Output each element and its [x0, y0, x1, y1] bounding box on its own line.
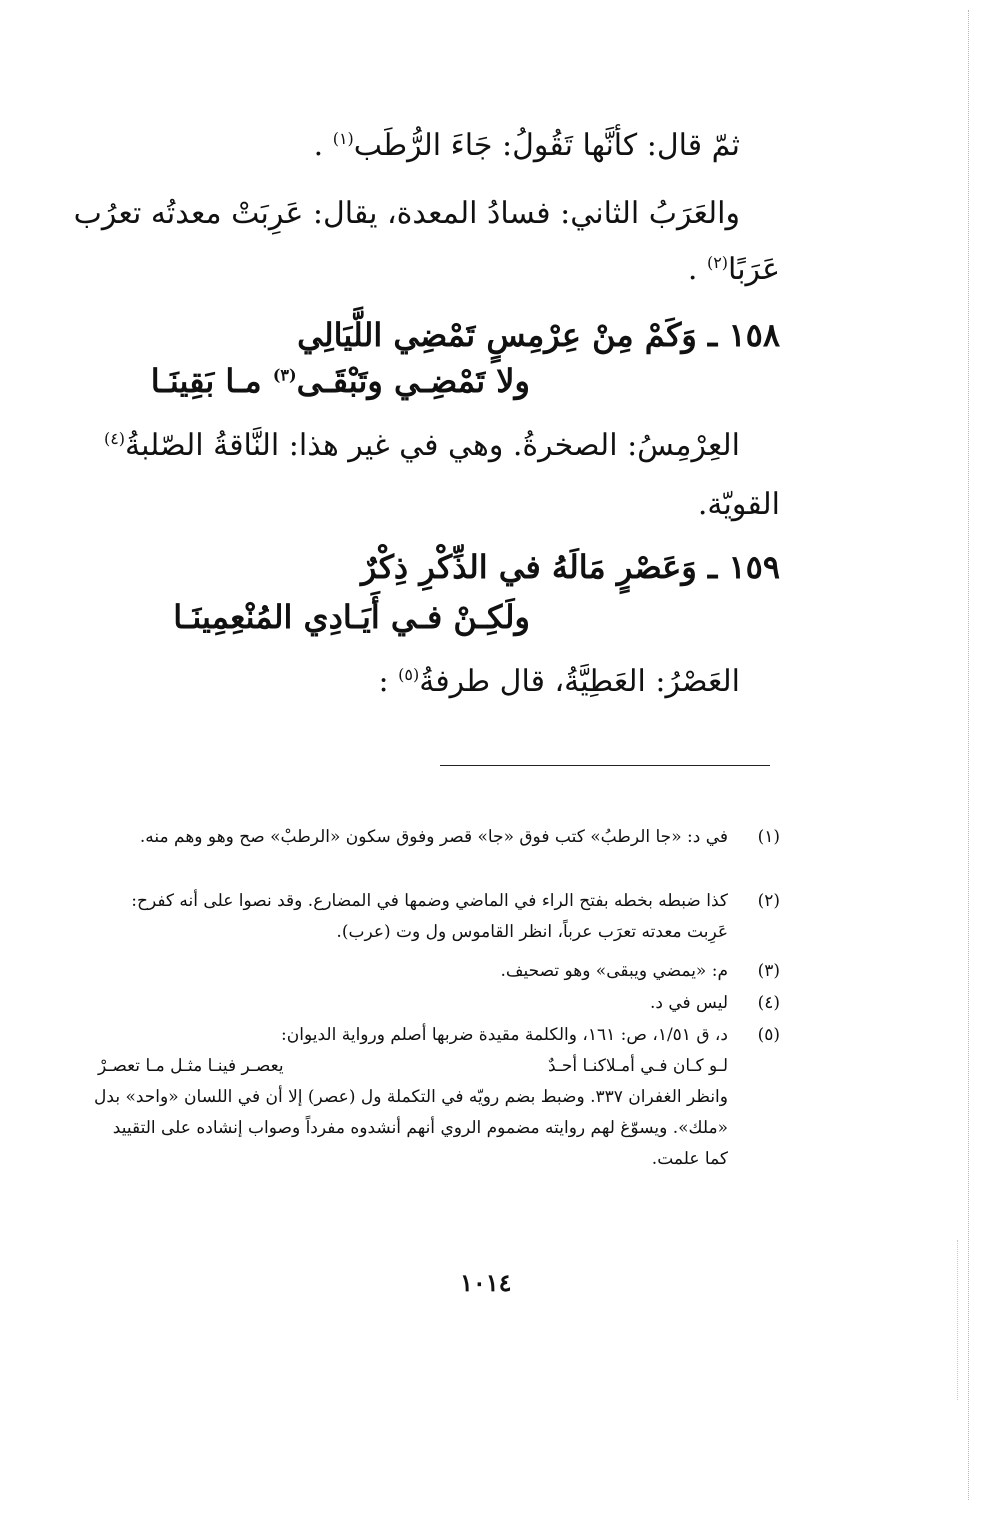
scan-edge-line: [957, 1240, 958, 1400]
text-line-1: ثمّ قال: كأنَّها تَقُولُ: جَاءَ الرُّطَب$^{(١)}$ .: [313, 128, 740, 163]
footnote-text: د، ق ١/٥١، ص: ١٦١، والكلمة مقيدة ضربها أصلم ورواية الديوان:: [281, 1025, 728, 1045]
verse-159-second-hemistich: ولَكِـنْ فـي أَيَـادِي المُنْعِمِينَـا: [173, 598, 530, 636]
footnote-mark-5: (٥): [398, 665, 420, 684]
text-line-6: العَصْرُ: العَطِيَّةُ، قال طرفةُ$^{(٥)}$ :: [378, 664, 740, 699]
scan-edge-line: [968, 10, 969, 1500]
text-line-3: عَرَبًا$^{(٢)}$ .: [687, 252, 780, 287]
footnote-4: [90, 988, 780, 1019]
verse-159-first-hemistich: ١٥٩ ـ وَعَصْرٍ مَالَهُ في الذِّكْرِ ذِكْرٌ: [361, 548, 780, 586]
page-number: ١٠١٤: [460, 1268, 512, 1297]
footnote-mark-2: (٢): [706, 253, 729, 272]
footnote-number: (٣): [757, 961, 780, 981]
footnote-5-continuation: وانظر الغفران ٣٣٧. وضبط بضم رويّه في التكملة ول (عصر) إلا أن في اللسان «واحد» بدل «ملك». ويسوّغ لهم روايته مضموم الروي أنهم أنشدوه مفرداً وصواب إنشاده على التقييد كما علمت.: [94, 1087, 728, 1169]
footnote-5-poem: [98, 1051, 728, 1082]
footnote-divider: [440, 765, 770, 766]
footnote-5: [90, 1020, 780, 1175]
footnote-number: (٤): [757, 993, 780, 1013]
footnote-mark-1: (١): [332, 129, 354, 148]
footnote-1: [90, 822, 780, 853]
verse-158-second-hemistich: ولا تَمْضِـي وتَبْقَـى$^{(٣)}$ مـا بَقِينَـا: [150, 362, 530, 400]
text-line-2: والعَرَبُ الثاني: فسادُ المعدة، يقال: عَرِبَتْ معدتُه تعرُب: [73, 196, 740, 231]
footnote-number: (١): [757, 827, 780, 847]
footnote-text: كذا ضبطه بخطه بفتح الراء في الماضي وضمها في المضارع. وقد نصوا على أنه كفرح: عَرِبت معدته تعرَب عرباً، انظر القاموس ول وت (عرب).: [131, 891, 728, 942]
footnote-text: ليس في د.: [649, 993, 728, 1013]
footnote-text: في د: «جا الرطبُ» كتب فوق «جا» قصر وفوق سكون «الرطبْ» صح وهو وهم منه.: [139, 827, 728, 847]
verse-158-first-hemistich: ١٥٨ ـ وَكَمْ مِنْ عِرْمِسٍ تَمْضِي اللَّيَالِي: [297, 316, 780, 354]
footnote-number: (٥): [757, 1025, 780, 1045]
footnote-mark-4: (٤): [103, 429, 126, 448]
footnote-3: [90, 956, 780, 987]
poem-first-hemistich: لـو كـان فـي أمـلاكنـا أحـدٌ: [547, 1056, 728, 1076]
text-line-4: العِرْمِسُ: الصخرةُ. وهي في غير هذا: النَّاقةُ الصّلبةُ$^{(٤)}$: [103, 428, 740, 463]
footnote-number: (٢): [757, 891, 780, 911]
text-line-5: القويّة.: [697, 487, 780, 522]
poem-second-hemistich: يعصـر فينـا مثـل مـا تعصـرْ: [98, 1056, 284, 1076]
page: [73, 0, 780, 1517]
footnote-text: م: «يمضي ويبقى» وهو تصحيف.: [500, 961, 728, 981]
footnote-mark-3: (٣): [272, 365, 297, 385]
footnote-2: [90, 886, 780, 948]
